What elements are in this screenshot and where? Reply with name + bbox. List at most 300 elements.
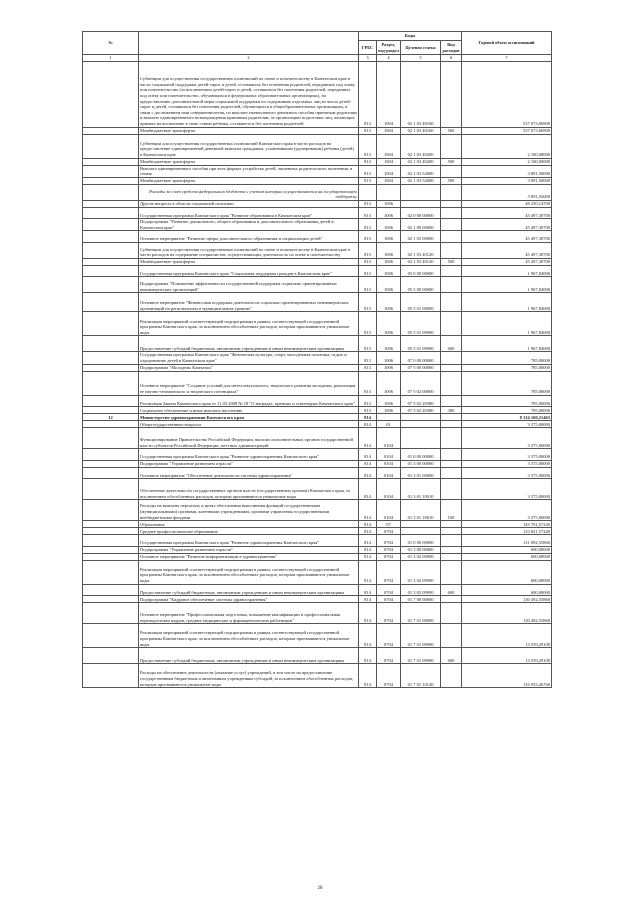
row-razdel: 1004 <box>377 61 401 127</box>
row-celevaya <box>401 414 441 421</box>
table-row <box>83 127 552 134</box>
row-grbs: 813 <box>359 127 377 134</box>
table-row <box>83 352 552 364</box>
row-number <box>83 165 139 177</box>
row-number <box>83 364 139 371</box>
table-row <box>83 277 552 293</box>
row-vid <box>441 184 462 200</box>
row-vid <box>441 664 462 688</box>
row-celevaya: 05 5 00 00000 <box>401 277 441 293</box>
row-amount: 45 497,30700 <box>462 258 552 265</box>
row-vid <box>441 596 462 603</box>
row-name: Выплата единовременного пособия при всех формах устройства детей, лишенных родительского попечения, в семью <box>139 165 359 177</box>
row-name: Функционирование Правительства Российской Федерации, высших исполнительных органов государственной власти субъектов Российской Федерации, местных администраций <box>139 428 359 449</box>
row-name: Субвенции для осуществления государственных полномочий Камчатского края в части расходов на предоставление единовременной денежной выплаты гражданам, усыновившим (удочерившим) ребенка (детей) в Камчатском крае <box>139 134 359 158</box>
row-number <box>83 277 139 293</box>
row-vid <box>441 293 462 312</box>
row-grbs: 814 <box>359 479 377 500</box>
row-number <box>83 535 139 547</box>
row-amount: 537 073,66900 <box>462 127 552 134</box>
table-row <box>83 428 552 449</box>
row-razdel: 0704 <box>377 535 401 547</box>
row-grbs: 813 <box>359 61 377 127</box>
row-celevaya: 07 5 02 20380 <box>401 407 441 414</box>
row-celevaya: 02 1 00 00000 <box>401 219 441 231</box>
row-razdel: 1006 <box>377 364 401 371</box>
table-row <box>83 242 552 258</box>
header-codes: Коды <box>359 32 462 41</box>
row-number <box>83 312 139 336</box>
table-row <box>83 207 552 219</box>
row-vid <box>441 624 462 648</box>
row-number <box>83 219 139 231</box>
header-amount: Годовой объем ассигнований <box>462 32 552 55</box>
row-celevaya: 01 3 02 09990 <box>401 584 441 596</box>
row-name: Основное мероприятие "Создание условий для интеллектуального, творческого развития молодежи, реализация ее научно-технического и творческого потенциала" <box>139 371 359 395</box>
row-grbs: 814 <box>359 535 377 547</box>
row-number <box>83 553 139 560</box>
row-vid: 600 <box>441 584 462 596</box>
row-amount: 3 375,00000 <box>462 428 552 449</box>
row-grbs: 813 <box>359 352 377 364</box>
row-amount: 600,00000 <box>462 584 552 596</box>
table-row <box>83 395 552 407</box>
row-grbs: 814 <box>359 603 377 624</box>
row-razdel <box>377 184 401 200</box>
row-name: Министерство здравоохранения Камчатского края <box>139 414 359 421</box>
table-row <box>83 312 552 336</box>
row-amount: 537 073,66900 <box>462 61 552 127</box>
row-vid <box>441 165 462 177</box>
row-number <box>83 407 139 414</box>
row-amount: 3 891,50000 <box>462 165 552 177</box>
row-name: Реализация мероприятий соответствующей подпрограммы в рамках соответствующей государственной программы Камчатского края, за исключением обособленных расходов, которым присваиваются уникальные коды <box>139 312 359 336</box>
row-amount: 45 497,30700 <box>462 219 552 231</box>
row-celevaya: 02 1 03 40200 <box>401 134 441 158</box>
row-name: Подпрограмма "Повышение эффективности государственной поддержки социально ориентированных некоммерческих организаций" <box>139 277 359 293</box>
row-razdel: 1006 <box>377 312 401 336</box>
row-number <box>83 624 139 648</box>
row-celevaya: 02 1 03 40120 <box>401 242 441 258</box>
row-razdel: 1006 <box>377 371 401 395</box>
row-celevaya <box>401 184 441 200</box>
row-vid <box>441 395 462 407</box>
row-celevaya: 07 5 00 00000 <box>401 364 441 371</box>
row-razdel: 0704 <box>377 546 401 553</box>
row-grbs: 813 <box>359 242 377 258</box>
row-name: Государственная программа Камчатского края "Социальная поддержка граждан в Камчатском крае" <box>139 265 359 277</box>
row-amount: 3 375,00000 <box>462 460 552 467</box>
row-name: Основное мероприятие "Профессиональная подготовка, повышение квалификации и профессиональная переподготовка кадров, средних медицинских и фармацевтических работников" <box>139 603 359 624</box>
row-razdel: 1006 <box>377 277 401 293</box>
row-name: Предоставление субсидий бюджетным, автономным учреждениям и иным некоммерческим организациям <box>139 584 359 596</box>
row-number <box>83 231 139 243</box>
row-name: Субвенции для осуществления государственных полномочий по опеке и попечительству в Камчатском крае в части расходов на содержание специалистов, осуществляющих деятельность по опеке и попечительству <box>139 242 359 258</box>
row-name: Предоставление субсидий бюджетным, автономным учреждениям и иным некоммерческим организациям <box>139 336 359 352</box>
row-vid <box>441 421 462 428</box>
row-razdel: 1006 <box>377 407 401 414</box>
table-row <box>83 500 552 521</box>
row-vid: 500 <box>441 177 462 184</box>
row-name: Социальное обеспечение и иные выплаты населению <box>139 407 359 414</box>
row-amount: 48 250,14700 <box>462 200 552 207</box>
row-razdel: 1004 <box>377 177 401 184</box>
row-amount: 3 891,50000 <box>462 177 552 184</box>
row-number <box>83 467 139 479</box>
row-grbs: 813 <box>359 134 377 158</box>
row-number <box>83 352 139 364</box>
row-grbs: 814 <box>359 421 377 428</box>
row-name: Реализация Закона Камчатского края от 11.03.2008 № 18 "О наградах, премиях и стипендиях Камчатского края" <box>139 395 359 407</box>
row-razdel: 1006 <box>377 219 401 231</box>
row-grbs: 813 <box>359 371 377 395</box>
row-name: Межбюджетные трансферты <box>139 158 359 165</box>
row-vid: 300 <box>441 407 462 414</box>
row-vid <box>441 242 462 258</box>
header-number: № <box>83 32 139 55</box>
row-number <box>83 61 139 127</box>
page-number: 28 <box>317 886 323 891</box>
row-amount: 130 492,55860 <box>462 596 552 603</box>
row-number <box>83 395 139 407</box>
header-index: 3 <box>359 55 377 62</box>
row-grbs: 814 <box>359 624 377 648</box>
row-celevaya <box>401 200 441 207</box>
table-row <box>83 265 552 277</box>
row-number <box>83 648 139 664</box>
row-vid <box>441 560 462 584</box>
row-vid <box>441 231 462 243</box>
row-number <box>83 336 139 352</box>
row-amount: 131 092,55860 <box>462 535 552 547</box>
row-celevaya <box>401 521 441 528</box>
row-celevaya <box>401 528 441 535</box>
row-number <box>83 200 139 207</box>
row-vid: 500 <box>441 258 462 265</box>
row-celevaya: 01 0 00 00000 <box>401 535 441 547</box>
row-amount: 3 375,00000 <box>462 479 552 500</box>
row-amount: 143 701,57240 <box>462 521 552 528</box>
row-amount: 600,00000 <box>462 560 552 584</box>
row-number <box>83 449 139 461</box>
row-name: Основное мероприятие "Развитие сферы дополнительного образования и социализации детей" <box>139 231 359 243</box>
row-grbs: 814 <box>359 500 377 521</box>
row-amount: 13 559,29100 <box>462 648 552 664</box>
row-number <box>83 460 139 467</box>
row-razdel: 0704 <box>377 553 401 560</box>
row-vid: 500 <box>441 127 462 134</box>
row-celevaya: 01 7 00 00000 <box>401 596 441 603</box>
row-celevaya: 05 5 01 09990 <box>401 336 441 352</box>
row-razdel: 0704 <box>377 596 401 603</box>
row-name: Подпрограмма "Управление развитием отрасли" <box>139 460 359 467</box>
row-razdel: 1006 <box>377 258 401 265</box>
row-amount: 600,00000 <box>462 546 552 553</box>
row-grbs: 814 <box>359 596 377 603</box>
header-celevaya: Целевая статья <box>401 41 441 55</box>
header-index: 4 <box>377 55 401 62</box>
row-razdel: 0104 <box>377 500 401 521</box>
row-name: Подпрограмма "Кадровое обеспечение системы здравоохранения" <box>139 596 359 603</box>
row-name: Межбюджетные трансферты <box>139 127 359 134</box>
row-celevaya: 01 7 01 09990 <box>401 624 441 648</box>
row-number <box>83 584 139 596</box>
row-number <box>83 546 139 553</box>
row-grbs: 813 <box>359 277 377 293</box>
row-number <box>83 528 139 535</box>
row-vid: 600 <box>441 336 462 352</box>
row-name: Другие вопросы в области социальной политики <box>139 200 359 207</box>
row-number <box>83 664 139 688</box>
table-row <box>83 553 552 560</box>
row-amount: 130 492,55860 <box>462 603 552 624</box>
table-row <box>83 177 552 184</box>
row-celevaya: 02 1 03 52600 <box>401 165 441 177</box>
row-razdel: 1006 <box>377 265 401 277</box>
row-razdel: 0104 <box>377 428 401 449</box>
row-razdel: 1006 <box>377 231 401 243</box>
row-grbs: 813 <box>359 407 377 414</box>
row-razdel: 0104 <box>377 460 401 467</box>
row-vid <box>441 134 462 158</box>
row-celevaya: 02 0 00 00000 <box>401 207 441 219</box>
row-name: Основное мероприятие "Обеспечение деятельности системы здравоохранения" <box>139 467 359 479</box>
header-name <box>139 32 359 55</box>
row-name: Подпрограмма "Управление развитием отрасли" <box>139 546 359 553</box>
row-vid: 500 <box>441 158 462 165</box>
row-number <box>83 265 139 277</box>
row-amount: 3 375,00000 <box>462 500 552 521</box>
table-row <box>83 460 552 467</box>
row-grbs: 813 <box>359 265 377 277</box>
row-vid <box>441 460 462 467</box>
row-celevaya: 01 3 01 10010 <box>401 479 441 500</box>
row-name: Государственная программа Камчатского края "Развитие здравоохранения Камчатского края" <box>139 535 359 547</box>
row-celevaya: 01 3 00 00000 <box>401 460 441 467</box>
row-grbs: 814 <box>359 460 377 467</box>
row-amount: 785,00000 <box>462 395 552 407</box>
row-celevaya: 01 7 01 00000 <box>401 603 441 624</box>
row-razdel: 0104 <box>377 449 401 461</box>
row-grbs: 813 <box>359 177 377 184</box>
row-razdel: 0104 <box>377 467 401 479</box>
row-number <box>83 242 139 258</box>
row-amount: 45 497,30700 <box>462 242 552 258</box>
row-vid: 600 <box>441 648 462 664</box>
row-razdel: 0704 <box>377 560 401 584</box>
row-amount: 13 559,29100 <box>462 624 552 648</box>
row-vid: 100 <box>441 500 462 521</box>
row-grbs: 813 <box>359 293 377 312</box>
row-number <box>83 603 139 624</box>
row-celevaya: 01 0 00 00000 <box>401 449 441 461</box>
row-number <box>83 421 139 428</box>
row-name: Основное мероприятие "Развитие информатизации в здравоохранении" <box>139 553 359 560</box>
row-grbs: 814 <box>359 467 377 479</box>
row-number <box>83 293 139 312</box>
row-amount: 1 967,84000 <box>462 293 552 312</box>
row-grbs: 814 <box>359 449 377 461</box>
table-row <box>83 449 552 461</box>
row-amount: 3 375,00000 <box>462 467 552 479</box>
row-razdel: 07 <box>377 521 401 528</box>
table-row <box>83 231 552 243</box>
table-row <box>83 158 552 165</box>
row-name: Реализация мероприятий соответствующей подпрограммы в рамках соответствующей государственной программы Камчатского края, за исключением обособленных расходов, которым присваиваются уникальные коды <box>139 560 359 584</box>
row-grbs: 814 <box>359 560 377 584</box>
table-row <box>83 560 552 584</box>
table-row <box>83 407 552 414</box>
header-grbs: ГРБС <box>359 41 377 55</box>
header-index-row <box>83 55 552 62</box>
row-vid <box>441 414 462 421</box>
row-vid <box>441 521 462 528</box>
row-vid <box>441 535 462 547</box>
row-grbs <box>359 184 377 200</box>
row-grbs: 813 <box>359 200 377 207</box>
header-index: 2 <box>139 55 359 62</box>
row-grbs: 814 <box>359 428 377 449</box>
row-amount: 600,00000 <box>462 553 552 560</box>
row-name: Расходы на обеспечение деятельности (оказание услуг) учреждений, в том числе на предоставление государственным бюджетным и автономным учреждениям субсидий, за исключением обособленных расходов, которым присваиваются уникальные коды <box>139 664 359 688</box>
row-razdel: 1006 <box>377 336 401 352</box>
row-celevaya: 02 1 03 00000 <box>401 231 441 243</box>
row-number <box>83 428 139 449</box>
row-grbs: 814 <box>359 546 377 553</box>
table-row <box>83 584 552 596</box>
table-row <box>83 371 552 395</box>
row-celevaya: 07 5 02 00000 <box>401 371 441 395</box>
row-vid <box>441 467 462 479</box>
row-amount: 3 375,00000 <box>462 449 552 461</box>
row-name: Государственная программа Камчатского края "Развитие здравоохранения Камчатского края" <box>139 449 359 461</box>
row-celevaya: 01 3 01 00000 <box>401 467 441 479</box>
row-name: Межбюджетные трансферты <box>139 177 359 184</box>
row-vid <box>441 449 462 461</box>
row-celevaya: 01 3 02 00000 <box>401 553 441 560</box>
row-grbs: 814 <box>359 414 377 421</box>
row-grbs: 813 <box>359 395 377 407</box>
row-number <box>83 560 139 584</box>
row-celevaya: 05 0 00 00000 <box>401 265 441 277</box>
table-row <box>83 219 552 231</box>
table-row <box>83 648 552 664</box>
budget-table <box>82 31 552 688</box>
row-amount: 2 100,00000 <box>462 158 552 165</box>
row-name: Государственная программа Камчатского края "Развитие образования в Камчатском крае" <box>139 207 359 219</box>
row-celevaya: 02 1 03 52600 <box>401 177 441 184</box>
row-vid <box>441 219 462 231</box>
header-index: 7 <box>462 55 552 62</box>
table-row <box>83 479 552 500</box>
row-celevaya: 01 7 01 10140 <box>401 664 441 688</box>
row-amount: 785,00000 <box>462 364 552 371</box>
row-razdel: 0704 <box>377 528 401 535</box>
row-vid <box>441 528 462 535</box>
row-name: Обеспечение деятельности государственных органов власти (государственных органов) Камчатского края, за исключением обособленных расходов, которым присваиваются уникальные коды <box>139 479 359 500</box>
row-razdel <box>377 414 401 421</box>
row-vid <box>441 479 462 500</box>
row-name: Реализация мероприятий соответствующей подпрограммы в рамках соответствующей государственной программы Камчатского края, за исключением обособленных расходов, которым присваиваются уникальные коды <box>139 624 359 648</box>
row-amount: 45 497,30700 <box>462 231 552 243</box>
row-number <box>83 596 139 603</box>
row-vid <box>441 312 462 336</box>
header-index: 5 <box>401 55 441 62</box>
row-vid <box>441 371 462 395</box>
row-amount: 2 100,00000 <box>462 134 552 158</box>
row-grbs: 813 <box>359 336 377 352</box>
row-celevaya: 02 1 03 40200 <box>401 158 441 165</box>
row-amount: 3 891,50000 <box>462 184 552 200</box>
table-row <box>83 364 552 371</box>
row-amount: 1 967,84000 <box>462 265 552 277</box>
row-grbs: 813 <box>359 231 377 243</box>
row-amount: 3 375,00000 <box>462 421 552 428</box>
row-razdel: 0704 <box>377 584 401 596</box>
row-celevaya: 02 1 03 40160 <box>401 61 441 127</box>
row-celevaya: 07 5 02 20380 <box>401 395 441 407</box>
row-number <box>83 521 139 528</box>
row-razdel: 1006 <box>377 207 401 219</box>
row-celevaya: 01 3 00 00000 <box>401 546 441 553</box>
row-amount: 785,00000 <box>462 407 552 414</box>
row-number <box>83 158 139 165</box>
row-razdel: 1004 <box>377 158 401 165</box>
row-grbs: 813 <box>359 165 377 177</box>
row-amount: 45 497,30700 <box>462 207 552 219</box>
row-name: Образование <box>139 521 359 528</box>
row-amount: 116 933,26760 <box>462 664 552 688</box>
row-grbs: 813 <box>359 158 377 165</box>
row-name: Предоставление субсидий бюджетным, автономным учреждениям и иным некоммерческим организациям <box>139 648 359 664</box>
row-grbs: 813 <box>359 364 377 371</box>
table-row <box>83 293 552 312</box>
row-number <box>83 371 139 395</box>
table-row <box>83 134 552 158</box>
row-name: Общегосударственные вопросы <box>139 421 359 428</box>
row-amount: 1 967,84000 <box>462 277 552 293</box>
row-vid <box>441 265 462 277</box>
budget-page <box>82 31 551 688</box>
table-row <box>83 200 552 207</box>
table-row <box>83 596 552 603</box>
row-number <box>83 134 139 158</box>
table-row <box>83 546 552 553</box>
table-row <box>83 535 552 547</box>
row-number <box>83 500 139 521</box>
row-name: Среднее профессиональное образование <box>139 528 359 535</box>
row-vid <box>441 553 462 560</box>
row-number <box>83 127 139 134</box>
row-name: Подпрограмма "Молодежь Камчатки" <box>139 364 359 371</box>
row-razdel: 0704 <box>377 624 401 648</box>
table-body <box>83 61 552 688</box>
table-row <box>83 258 552 265</box>
row-celevaya: 02 1 03 40120 <box>401 258 441 265</box>
row-number <box>83 184 139 200</box>
header-vid: Вид расходов <box>441 41 462 55</box>
row-razdel: 1006 <box>377 200 401 207</box>
row-number: 12 <box>83 414 139 421</box>
row-name: Расходы на выплаты персоналу в целях обеспечения выполнения функций государственными (муниципальными) органами, казенными учреждениями, органами управления государственными внебюджетными фондами <box>139 500 359 521</box>
row-grbs: 813 <box>359 219 377 231</box>
row-name: Основное мероприятие "Финансовая поддержка деятельности социально ориентированных некоммерческих организаций на региональном и муниципальном уровнях" <box>139 293 359 312</box>
row-grbs: 814 <box>359 664 377 688</box>
row-name: Межбюджетные трансферты <box>139 258 359 265</box>
row-amount: 1 967,84000 <box>462 312 552 336</box>
row-celevaya: 05 5 01 00000 <box>401 293 441 312</box>
row-razdel: 1004 <box>377 165 401 177</box>
